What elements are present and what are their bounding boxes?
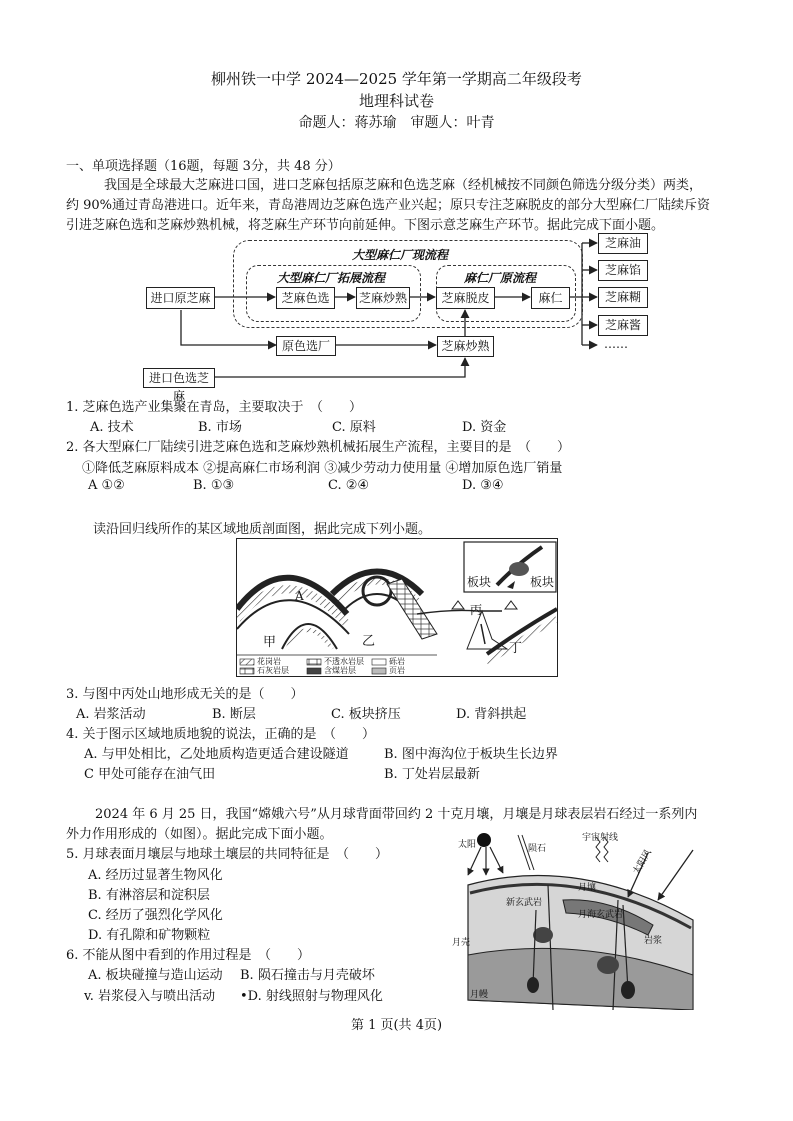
intro-line-1: 我国是全球最大芝麻进口国，进口芝麻包括原芝麻和色选芝麻（经机械按不同颜色筛选分级分类）两类， — [104, 178, 703, 193]
import-sorted-box: 进口色选芝麻 — [143, 368, 215, 388]
flowchart-arrows — [0, 0, 793, 400]
label-jia: 甲 — [263, 635, 277, 650]
q2-option-a: A ①② — [88, 478, 125, 493]
current-process-label: 大型麻仁厂现流程 — [352, 248, 449, 262]
intro-line-2: 约 90%通过青岛港进口。近年来，青岛港周边芝麻色选产业兴起；原只专注芝麻脱皮的部分大型麻仁厂陆续斥资 — [66, 198, 711, 213]
original-process-label: 麻仁厂原流程 — [464, 271, 537, 285]
geology-intro: 读沿回归线所作的某区域地质剖面图，据此完成下列小题。 — [93, 522, 432, 537]
label-a: A — [295, 589, 304, 603]
label-bing: 丙 — [470, 603, 483, 617]
expand-process-label: 大型麻仁厂拓展流程 — [277, 271, 386, 285]
q3-option-a: A. 岩浆活动 — [76, 707, 146, 722]
q3-stem: 3. 与图中丙处山地形成无关的是（ ） — [66, 687, 304, 702]
roasting-box-2: 芝麻炒熟 — [437, 336, 494, 357]
plate-right-label: 板块 — [530, 575, 555, 589]
page-subtitle: 地理科试卷 — [358, 92, 434, 110]
legend-limestone: 石灰岩层 — [257, 666, 289, 675]
kernel-box: 麻仁 — [531, 287, 570, 309]
q2-stem: 2. 各大型麻仁厂陆续引进芝麻色选和芝麻炒熟机械拓展生产流程，主要目的是 （ ） — [66, 440, 571, 455]
moon-label-solar-wind: 太阳风 — [631, 848, 654, 877]
q1-option-d: D. 资金 — [462, 420, 507, 435]
import-raw-box: 进口原芝麻 — [146, 287, 215, 309]
q3-option-c: C. 板块挤压 — [331, 707, 401, 722]
intro-line-3: 引进芝麻色选和芝麻炒熟机械，将芝麻生产环节向前延伸。下图示意芝麻生产环节。据此完成下面小题。 — [66, 218, 665, 233]
q4-option-a: A. 与甲处相比，乙处地质构造更适合建设隧道 — [84, 747, 349, 762]
moon-label-cosmic-ray: 宇宙射线 — [582, 833, 619, 843]
moon-label-mantle: 月幔 — [470, 990, 489, 1000]
moon-label-meteorite: 陨石 — [528, 844, 547, 854]
q6-option-c: v. 岩浆侵入与喷出活动 — [84, 989, 216, 1004]
section-heading: 一、单项选择题（16题，每题 3分，共 48 分） — [66, 159, 341, 174]
legend-granite: 花岗岩 — [257, 657, 281, 666]
peeling-box: 芝麻脱皮 — [436, 287, 495, 309]
raw-sorting-factory-box: 原色选厂 — [276, 336, 336, 356]
moon-label-magma: 岩浆 — [644, 936, 663, 946]
moon-intro-line-1: 2024 年 6 月 25 日，我国“嫦娥六号”从月球背面带回约 2 十克月壤，月壤是月球表层岩石经过一系列内 — [95, 807, 698, 822]
q4-option-d: B. 丁处岩层最新 — [384, 767, 480, 782]
q2-option-d: D. ③④ — [462, 478, 504, 493]
product-paste-box: 芝麻糊 — [598, 287, 648, 308]
moon-label-new-basalt: 新玄武岩 — [506, 898, 543, 908]
q1-option-c: C. 原料 — [332, 420, 376, 435]
q5-option-a: A. 经历过显著生物风化 — [88, 868, 223, 883]
page-number: 第 1 页(共 4页) — [350, 1018, 443, 1033]
q1-option-b: B. 市场 — [198, 420, 242, 435]
product-oil-box: 芝麻油 — [598, 233, 648, 254]
q6-option-b: B. 陨石撞击与月壳破坏 — [240, 968, 375, 983]
label-ding: 丁 — [509, 641, 523, 656]
moon-label-mare-basalt: 月海玄武岩 — [578, 910, 624, 920]
q3-option-b: B. 断层 — [212, 707, 256, 722]
q1-option-a: A. 技术 — [90, 420, 134, 435]
q1-stem: 1. 芝麻色选产业集聚在青岛，主要取决于 （ ） — [66, 400, 363, 415]
q2-items: ①降低芝麻原料成本 ②提高麻仁市场利润 ③减少劳动力使用量 ④增加原色选厂销量 — [82, 461, 563, 476]
q2-option-c: C. ②④ — [328, 478, 370, 493]
legend-shale: 页岩 — [389, 666, 405, 675]
moon-regolith-figure — [448, 825, 710, 1010]
legend-impermeable: 不透水岩层 — [324, 657, 364, 666]
geology-cross-section — [236, 538, 558, 677]
q5-option-b: B. 有淋溶层和淀积层 — [88, 888, 210, 903]
product-ellipsis: …… — [604, 337, 628, 351]
moon-label-regolith: 月壤 — [578, 883, 597, 893]
q4-option-b: B. 图中海沟位于板块生长边界 — [384, 747, 558, 762]
label-yi: 乙 — [362, 634, 376, 649]
q5-option-c: C. 经历了强烈化学风化 — [88, 908, 223, 923]
legend-conglomerate: 砾岩 — [389, 657, 405, 666]
q6-option-d: •D. 射线照射与物理风化 — [240, 989, 383, 1004]
plate-left-label: 板块 — [467, 575, 492, 589]
moon-label-crust: 月壳 — [452, 938, 471, 948]
q5-option-d: D. 有孔隙和矿物颗粒 — [88, 928, 211, 943]
moon-label-sun: 太阳 — [458, 840, 477, 850]
page-title: 柳州铁一中学 2024—2025 学年第一学期高二年级段考 — [211, 70, 582, 88]
q5-stem: 5. 月球表面月壤层与地球土壤层的共同特征是 （ ） — [66, 847, 389, 862]
q4-option-c: C 甲处可能存在油气田 — [84, 767, 216, 782]
product-sauce-box: 芝麻酱 — [598, 315, 648, 336]
author-line: 命题人：蒋苏瑜 审题人：叶青 — [298, 115, 495, 131]
q6-option-a: A. 板块碰撞与造山运动 — [88, 968, 223, 983]
q6-stem: 6. 不能从图中看到的作用过程是 （ ） — [66, 948, 311, 963]
q2-option-b: B. ①③ — [193, 478, 235, 493]
sorting-box: 芝麻色选 — [276, 287, 335, 309]
q4-stem: 4. 关于图示区域地质地貌的说法，正确的是 （ ） — [66, 727, 376, 742]
product-filling-box: 芝麻馅 — [598, 260, 648, 281]
legend-coal: 含煤岩层 — [324, 666, 356, 675]
roasting-box: 芝麻炒熟 — [356, 287, 410, 309]
q3-option-d: D. 背斜拱起 — [456, 707, 527, 722]
moon-intro-line-2: 外力作用形成的（如图）。据此完成下面小题。 — [66, 827, 333, 842]
